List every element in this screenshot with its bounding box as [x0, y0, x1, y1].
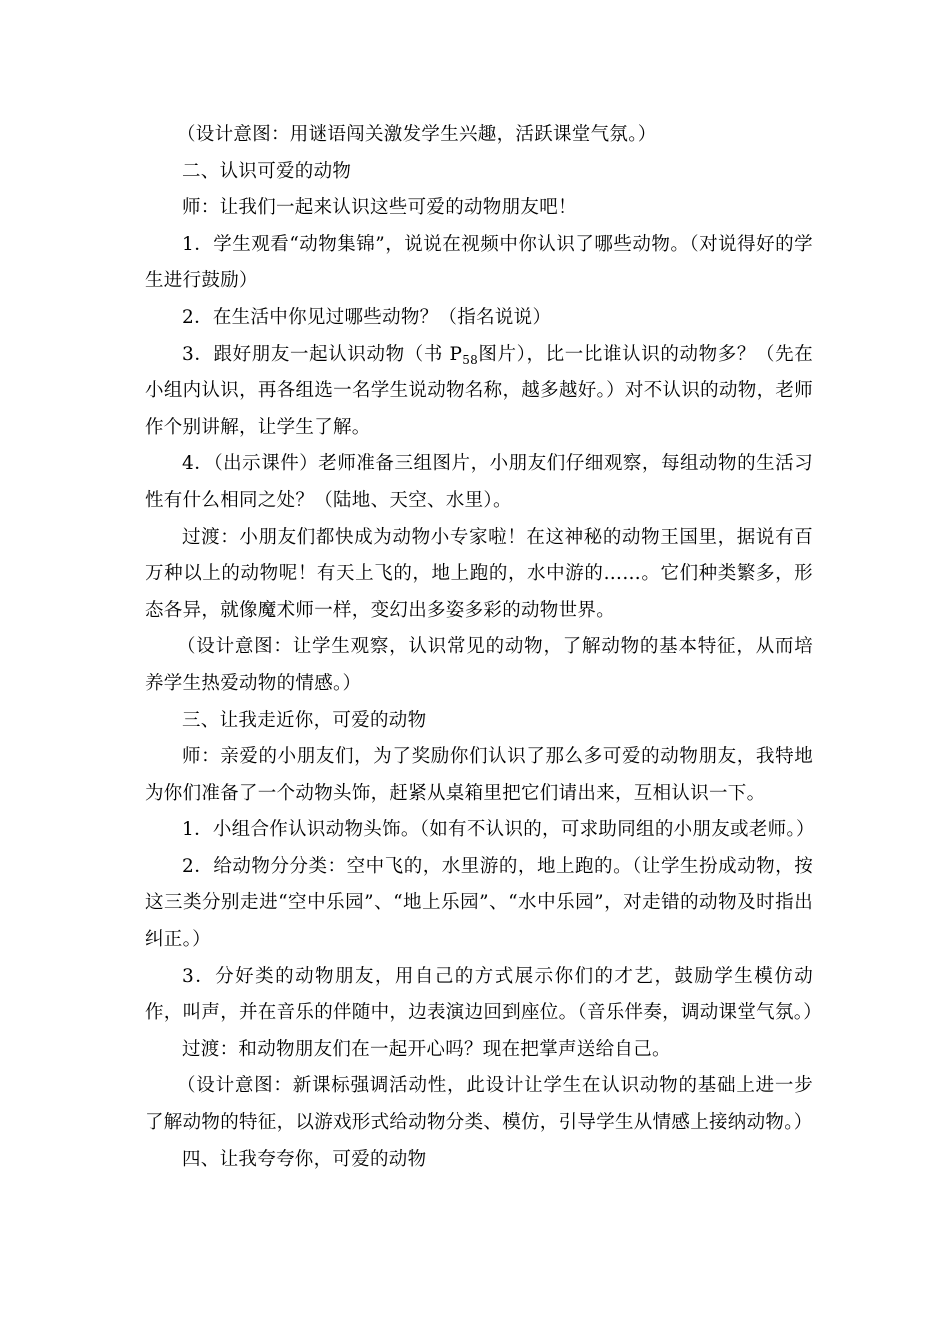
teacher-line: 师：让我们一起来认识这些可爱的动物朋友吧！	[182, 197, 577, 219]
design-intent-note: （设计意图：让学生观察，认识常见的动物，了解动物的基本特征，从而培养学生热爱动物的情感。）	[145, 636, 813, 694]
document-body	[145, 117, 823, 1178]
transition-paragraph: 过渡：小朋友们都快成为动物小专家啦！在这神秘的动物王国里，据说有百万种以上的动物呢！有天上飞的，地上跑的，水中游的……。它们种类繁多，形态各异，就像魔术师一样，变幻出多姿多彩的动物世界。	[145, 526, 813, 621]
numbered-step: 3．分好类的动物朋友，用自己的方式展示你们的才艺，鼓励学生模仿动作，叫声，并在音乐的伴随中，边表演边回到座位。（音乐伴奏，调动课堂气氛。）	[145, 965, 823, 1024]
design-intent-note: （设计意图：新课标强调活动性，此设计让学生在认识动物的基础上进一步了解动物的特征，以游戏形式给动物分类、模仿，引导学生从情感上接纳动物。）	[145, 1075, 813, 1134]
design-intent-note: （设计意图：用谜语闯关激发学生兴趣，活跃课堂气氛。）	[177, 124, 657, 145]
numbered-step-book-reference	[145, 337, 813, 447]
numbered-step: 2．给动物分分类：空中飞的，水里游的，地上跑的。（让学生扮成动物，按这三类分别走进“空中乐园”、“地上乐园”、“水中乐园”，对走错的动物及时指出纠正。）	[145, 855, 813, 951]
numbered-step: 4．（出示课件）老师准备三组图片，小朋友们仔细观察，每组动物的生活习性有什么相同之处？（陆地、天空、水里）。	[145, 453, 813, 511]
numbered-step: 1．学生观看“动物集锦”，说说在视频中你认识了哪些动物。（对说得好的学生进行鼓励）	[145, 233, 813, 292]
teacher-line: 师：亲爱的小朋友们，为了奖励你们认识了那么多可爱的动物朋友，我特地为你们准备了一个动物头饰，赶紧从桌箱里把它们请出来，互相认识一下。	[145, 746, 813, 804]
section-heading: 四、让我夸夸你，可爱的动物	[182, 1148, 427, 1170]
page-number-subscript: 58	[462, 352, 479, 367]
numbered-step: 1．小组合作认识动物头饰。（如有不认识的，可求助同组的小朋友或老师。）	[182, 819, 815, 841]
transition-paragraph: 过渡：和动物朋友们在一起开心吗？现在把掌声送给自己。	[182, 1038, 671, 1060]
section-heading: 二、认识可爱的动物	[182, 160, 352, 182]
section-heading: 三、让我走近你，可爱的动物	[182, 709, 427, 731]
numbered-step: 2．在生活中你见过哪些动物？（指名说说）	[182, 306, 552, 328]
step-text-after: 图片），比一比谁认识的动物多？（先在小组内认识，再各组选一名学生说动物名称，越多越好。）对不认识的动物，老师作个别讲解，让学生了解。	[145, 343, 813, 438]
step-text-before: 3．跟好朋友一起认识动物（书 P	[182, 343, 463, 365]
